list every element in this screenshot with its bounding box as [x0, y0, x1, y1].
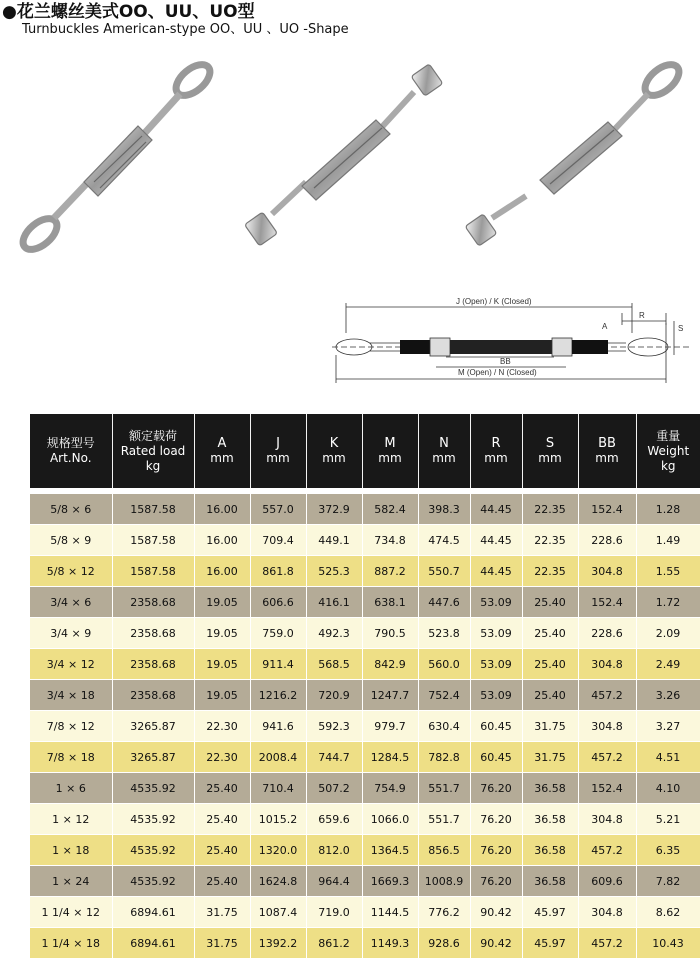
cell-rated-load: 6894.61: [112, 928, 194, 959]
page-subtitle: Turnbuckles American-stype OO、UU 、UO -Shape: [22, 22, 349, 37]
cell-k: 416.1: [306, 587, 362, 618]
cell-m: 979.7: [362, 711, 418, 742]
cell-r: 76.20: [470, 835, 522, 866]
cell-rated-load: 1587.58: [112, 491, 194, 525]
cell-s: 31.75: [522, 711, 578, 742]
cell-j: 709.4: [250, 525, 306, 556]
column-header-en: M: [384, 436, 396, 451]
cell-s: 36.58: [522, 866, 578, 897]
cell-rated-load: 4535.92: [112, 773, 194, 804]
cell-a: 31.75: [194, 897, 250, 928]
column-header-rated-load: [112, 414, 194, 491]
column-header-unit: mm: [432, 451, 456, 465]
column-header-bb: [578, 414, 636, 491]
cell-k: 507.2: [306, 773, 362, 804]
cell-k: 744.7: [306, 742, 362, 773]
cell-m: 1144.5: [362, 897, 418, 928]
cell-k: 568.5: [306, 649, 362, 680]
column-header-j: [250, 414, 306, 491]
cell-bb: 304.8: [578, 711, 636, 742]
cell-n: 474.5: [418, 525, 470, 556]
column-header-k: [306, 414, 362, 491]
cell-j: 2008.4: [250, 742, 306, 773]
label-bb: BB: [500, 357, 511, 366]
cell-j: 557.0: [250, 491, 306, 525]
cell-s: 36.58: [522, 835, 578, 866]
cell-r: 76.20: [470, 866, 522, 897]
cell-art-no: 1 1/4 × 12: [30, 897, 112, 928]
cell-j: 941.6: [250, 711, 306, 742]
column-header-r: [470, 414, 522, 491]
cell-n: 928.6: [418, 928, 470, 959]
cell-bb: 152.4: [578, 491, 636, 525]
cell-rated-load: 4535.92: [112, 866, 194, 897]
title-text: 花兰螺丝美式OO、UU、UO型: [16, 2, 255, 22]
cell-r: 60.45: [470, 711, 522, 742]
cell-a: 19.05: [194, 680, 250, 711]
cell-weight: 3.26: [636, 680, 700, 711]
cell-m: 582.4: [362, 491, 418, 525]
column-header-art-no: [30, 414, 112, 491]
table-body: [30, 491, 700, 959]
cell-n: 856.5: [418, 835, 470, 866]
cell-weight: 10.43: [636, 928, 700, 959]
table-row: [30, 491, 700, 525]
cell-r: 90.42: [470, 928, 522, 959]
cell-s: 45.97: [522, 928, 578, 959]
cell-j: 861.8: [250, 556, 306, 587]
cell-weight: 4.51: [636, 742, 700, 773]
table-row: [30, 556, 700, 587]
cell-rated-load: 2358.68: [112, 680, 194, 711]
column-header-n: [418, 414, 470, 491]
cell-m: 842.9: [362, 649, 418, 680]
column-header-en: Art.No.: [49, 451, 92, 465]
cell-m: 1149.3: [362, 928, 418, 959]
cell-k: 720.9: [306, 680, 362, 711]
cell-n: 447.6: [418, 587, 470, 618]
cell-rated-load: 2358.68: [112, 587, 194, 618]
cell-m: 1066.0: [362, 804, 418, 835]
cell-art-no: 3/4 × 18: [30, 680, 112, 711]
cell-k: 964.4: [306, 866, 362, 897]
cell-art-no: 7/8 × 18: [30, 742, 112, 773]
cell-weight: 3.27: [636, 711, 700, 742]
column-header-en: BB: [598, 436, 616, 451]
column-header-unit: mm: [595, 451, 619, 465]
cell-s: 22.35: [522, 491, 578, 525]
cell-k: 659.6: [306, 804, 362, 835]
cell-n: 398.3: [418, 491, 470, 525]
cell-bb: 304.8: [578, 649, 636, 680]
cell-k: 492.3: [306, 618, 362, 649]
table-row: [30, 742, 700, 773]
cell-a: 22.30: [194, 742, 250, 773]
cell-bb: 457.2: [578, 680, 636, 711]
column-header-en: R: [491, 436, 501, 451]
table-row: [30, 804, 700, 835]
column-header-zh: 额定载荷: [128, 428, 177, 443]
table-row: [30, 587, 700, 618]
cell-s: 22.35: [522, 556, 578, 587]
column-header-en: N: [439, 436, 449, 451]
cell-s: 25.40: [522, 649, 578, 680]
cell-m: 734.8: [362, 525, 418, 556]
cell-art-no: 1 1/4 × 18: [30, 928, 112, 959]
table-row: [30, 897, 700, 928]
cell-rated-load: 3265.87: [112, 742, 194, 773]
column-header-en: S: [545, 436, 555, 451]
cell-s: 22.35: [522, 525, 578, 556]
cell-bb: 304.8: [578, 556, 636, 587]
cell-bb: 457.2: [578, 742, 636, 773]
cell-bb: 152.4: [578, 587, 636, 618]
cell-art-no: 3/4 × 6: [30, 587, 112, 618]
cell-a: 16.00: [194, 491, 250, 525]
cell-bb: 609.6: [578, 866, 636, 897]
cell-rated-load: 4535.92: [112, 804, 194, 835]
cell-art-no: 1 × 24: [30, 866, 112, 897]
table-row: [30, 835, 700, 866]
table-row: [30, 866, 700, 897]
cell-a: 25.40: [194, 804, 250, 835]
cell-m: 1364.5: [362, 835, 418, 866]
column-header-en: Weight: [647, 443, 690, 458]
cell-weight: 8.62: [636, 897, 700, 928]
turnbuckle-oo-image: [10, 56, 220, 256]
column-header-m: [362, 414, 418, 491]
column-header-en: J: [276, 436, 280, 451]
column-header-zh: 规格型号: [46, 436, 95, 450]
column-header-zh: 重量: [656, 428, 681, 443]
cell-k: 861.2: [306, 928, 362, 959]
column-header-a: [194, 414, 250, 491]
bullet: ●: [2, 2, 17, 22]
cell-art-no: 7/8 × 12: [30, 711, 112, 742]
cell-art-no: 3/4 × 12: [30, 649, 112, 680]
cell-m: 790.5: [362, 618, 418, 649]
cell-a: 19.05: [194, 618, 250, 649]
cell-r: 76.20: [470, 773, 522, 804]
table-header-row: [30, 414, 700, 491]
cell-j: 1624.8: [250, 866, 306, 897]
table-row: [30, 773, 700, 804]
page-title: [2, 2, 255, 22]
column-header-unit: mm: [266, 451, 290, 465]
table-row: [30, 928, 700, 959]
cell-k: 525.3: [306, 556, 362, 587]
cell-k: 812.0: [306, 835, 362, 866]
cell-m: 638.1: [362, 587, 418, 618]
cell-j: 1216.2: [250, 680, 306, 711]
cell-j: 911.4: [250, 649, 306, 680]
table-row: [30, 649, 700, 680]
cell-k: 719.0: [306, 897, 362, 928]
cell-bb: 228.6: [578, 618, 636, 649]
cell-weight: 1.72: [636, 587, 700, 618]
cell-k: 592.3: [306, 711, 362, 742]
cell-a: 25.40: [194, 866, 250, 897]
cell-n: 551.7: [418, 804, 470, 835]
cell-art-no: 1 × 6: [30, 773, 112, 804]
cell-m: 887.2: [362, 556, 418, 587]
cell-weight: 2.49: [636, 649, 700, 680]
cell-r: 76.20: [470, 804, 522, 835]
cell-bb: 228.6: [578, 525, 636, 556]
label-r: R: [639, 311, 645, 320]
cell-k: 372.9: [306, 491, 362, 525]
cell-m: 754.9: [362, 773, 418, 804]
cell-k: 449.1: [306, 525, 362, 556]
cell-s: 25.40: [522, 680, 578, 711]
label-s: S: [678, 324, 684, 333]
cell-a: 16.00: [194, 525, 250, 556]
cell-weight: 1.55: [636, 556, 700, 587]
cell-a: 25.40: [194, 835, 250, 866]
cell-bb: 457.2: [578, 835, 636, 866]
cell-r: 44.45: [470, 525, 522, 556]
label-mn: M (Open) / N (Closed): [458, 368, 537, 377]
cell-rated-load: 3265.87: [112, 711, 194, 742]
cell-rated-load: 4535.92: [112, 835, 194, 866]
column-header-s: [522, 414, 578, 491]
cell-n: 752.4: [418, 680, 470, 711]
cell-rated-load: 2358.68: [112, 618, 194, 649]
dimension-diagram: [326, 293, 696, 393]
cell-weight: 4.10: [636, 773, 700, 804]
cell-r: 53.09: [470, 680, 522, 711]
cell-n: 776.2: [418, 897, 470, 928]
column-header-unit: mm: [538, 451, 562, 465]
cell-m: 1247.7: [362, 680, 418, 711]
cell-a: 22.30: [194, 711, 250, 742]
column-header-unit: kg: [660, 458, 676, 473]
cell-art-no: 5/8 × 6: [30, 491, 112, 525]
cell-s: 31.75: [522, 742, 578, 773]
cell-a: 31.75: [194, 928, 250, 959]
cell-a: 19.05: [194, 587, 250, 618]
cell-j: 606.6: [250, 587, 306, 618]
spec-table: [30, 414, 700, 959]
table-row: [30, 618, 700, 649]
cell-rated-load: 1587.58: [112, 525, 194, 556]
column-header-weight: [636, 414, 700, 491]
column-header-unit: mm: [322, 451, 346, 465]
cell-weight: 2.09: [636, 618, 700, 649]
cell-s: 36.58: [522, 773, 578, 804]
cell-j: 710.4: [250, 773, 306, 804]
cell-art-no: 5/8 × 12: [30, 556, 112, 587]
cell-a: 25.40: [194, 773, 250, 804]
cell-n: 1008.9: [418, 866, 470, 897]
turnbuckle-uu-image: [236, 60, 456, 260]
cell-n: 550.7: [418, 556, 470, 587]
cell-art-no: 3/4 × 9: [30, 618, 112, 649]
cell-art-no: 1 × 18: [30, 835, 112, 866]
column-header-en: A: [217, 436, 227, 451]
label-a: A: [602, 322, 608, 331]
cell-r: 60.45: [470, 742, 522, 773]
cell-weight: 1.28: [636, 491, 700, 525]
column-header-unit: mm: [210, 451, 234, 465]
cell-r: 53.09: [470, 649, 522, 680]
column-header-unit: mm: [378, 451, 402, 465]
cell-s: 36.58: [522, 804, 578, 835]
cell-bb: 152.4: [578, 773, 636, 804]
column-header-en: Rated load: [120, 443, 186, 458]
cell-rated-load: 1587.58: [112, 556, 194, 587]
cell-r: 53.09: [470, 587, 522, 618]
cell-weight: 1.49: [636, 525, 700, 556]
cell-art-no: 1 × 12: [30, 804, 112, 835]
cell-a: 16.00: [194, 556, 250, 587]
cell-j: 1320.0: [250, 835, 306, 866]
column-header-unit: kg: [145, 458, 161, 473]
cell-bb: 304.8: [578, 897, 636, 928]
cell-n: 551.7: [418, 773, 470, 804]
cell-n: 782.8: [418, 742, 470, 773]
cell-art-no: 5/8 × 9: [30, 525, 112, 556]
table-row: [30, 680, 700, 711]
cell-m: 1284.5: [362, 742, 418, 773]
cell-weight: 6.35: [636, 835, 700, 866]
cell-r: 44.45: [470, 491, 522, 525]
cell-m: 1669.3: [362, 866, 418, 897]
cell-r: 53.09: [470, 618, 522, 649]
turnbuckle-uo-image: [462, 56, 692, 256]
table-row: [30, 711, 700, 742]
cell-rated-load: 6894.61: [112, 897, 194, 928]
column-header-unit: mm: [484, 451, 508, 465]
cell-r: 90.42: [470, 897, 522, 928]
cell-r: 44.45: [470, 556, 522, 587]
cell-bb: 457.2: [578, 928, 636, 959]
cell-weight: 7.82: [636, 866, 700, 897]
cell-s: 45.97: [522, 897, 578, 928]
cell-s: 25.40: [522, 587, 578, 618]
table-row: [30, 525, 700, 556]
label-jk: J (Open) / K (Closed): [456, 297, 532, 306]
cell-n: 523.8: [418, 618, 470, 649]
cell-s: 25.40: [522, 618, 578, 649]
cell-bb: 304.8: [578, 804, 636, 835]
cell-n: 630.4: [418, 711, 470, 742]
cell-j: 1392.2: [250, 928, 306, 959]
cell-n: 560.0: [418, 649, 470, 680]
cell-a: 19.05: [194, 649, 250, 680]
cell-rated-load: 2358.68: [112, 649, 194, 680]
cell-j: 759.0: [250, 618, 306, 649]
cell-j: 1015.2: [250, 804, 306, 835]
column-header-en: K: [329, 436, 339, 451]
cell-weight: 5.21: [636, 804, 700, 835]
cell-j: 1087.4: [250, 897, 306, 928]
